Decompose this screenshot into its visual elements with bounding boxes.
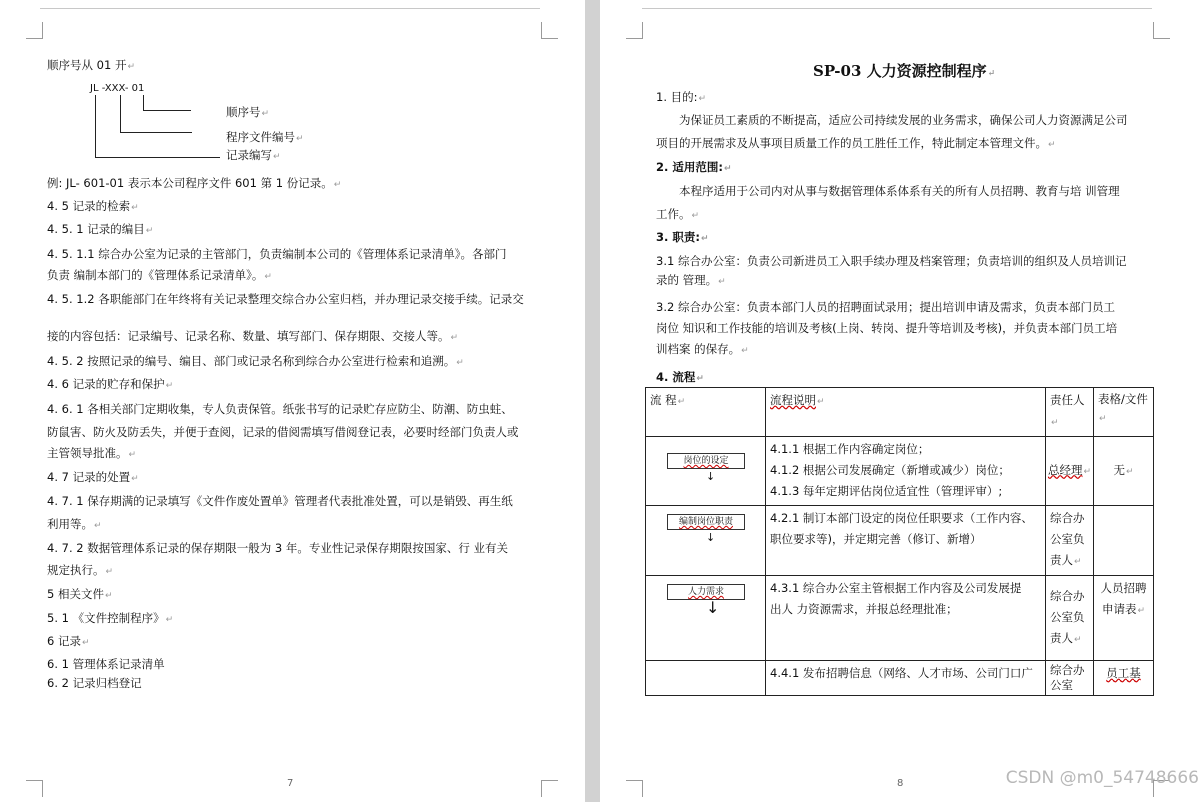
left-line: 负责 编制本部门的《管理体系记录清单》。↵ (47, 268, 272, 282)
left-line: 规定执行。↵ (47, 563, 114, 577)
left-line: 6. 1 管理体系记录清单 (47, 657, 165, 671)
flow-cell (646, 437, 766, 506)
table-header: 表格/文件↵ (1094, 388, 1154, 437)
page-number: 7 (287, 778, 294, 789)
left-line: 4. 5. 1.1 综合办公室为记录的主管部门，负责编制本公司的《管理体系记录清单》。各部门 (47, 247, 507, 261)
code-label: 顺序号↵ (226, 105, 270, 119)
owner-cell: 综合办公室 (1046, 661, 1094, 696)
header-line (642, 8, 1152, 9)
tree-line (143, 95, 144, 110)
left-line: 4. 6. 1 各相关部门定期收集，专人负责保管。纸张书写的记录贮存应防尘、防潮、防虫蛀、 (47, 402, 513, 416)
flow-box: 岗位的设定 (667, 453, 745, 469)
table-row (646, 576, 1154, 661)
crop-mark (626, 780, 643, 797)
left-line: 主管领导批准。↵ (47, 446, 137, 460)
section-body: 为保证员工素质的不断提高，适应公司持续发展的业务需求，确保公司人力资源满足公司 (679, 113, 1128, 127)
tree-line (143, 110, 191, 111)
owner-cell: 综合办公室负责人↵ (1046, 506, 1094, 576)
left-line: 4. 5. 1 记录的编目↵ (47, 222, 154, 236)
form-cell: 员工基 (1094, 661, 1154, 696)
section-heading: 3. 职责:↵ (656, 230, 709, 244)
table-row (646, 506, 1154, 576)
left-line: 利用等。↵ (47, 517, 102, 531)
left-line: 例: JL- 601-01 表示本公司程序文件 601 第 1 份记录。↵ (47, 176, 342, 190)
watermark: CSDN @m0_54748666 (1005, 768, 1199, 788)
section-heading: 2. 适用范围:↵ (656, 160, 732, 174)
tree-line (95, 157, 220, 158)
owner-cell: 总经理↵ (1046, 437, 1094, 506)
crop-mark (626, 22, 643, 39)
header-line (40, 8, 540, 9)
section-body: 项目的开展需求及从事项目质量工作的员工胜任工作，特此制定本管理文件。↵ (656, 136, 1056, 150)
duty-line: 3.2 综合办公室：负责本部门人员的招聘面试录用；提出培训申请及需求，负责本部门员工 (656, 300, 1115, 314)
crop-mark (541, 22, 558, 39)
table-header: 流 程↵ (646, 388, 766, 437)
code-label: 记录编写↵ (226, 148, 281, 162)
arrow-down-icon: ↓ (706, 598, 720, 617)
tree-line (120, 132, 192, 133)
arrow-down-icon: ↓ (706, 470, 716, 483)
record-code: JL -XXX- 01 (90, 83, 145, 94)
page-gutter (585, 0, 600, 802)
table-header: 责任人↵ (1046, 388, 1094, 437)
table-header: 流程说明↵ (766, 388, 1046, 437)
crop-mark (541, 780, 558, 797)
left-line: 4. 7 记录的处置↵ (47, 470, 139, 484)
section-body: 本程序适用于公司内对从事与数据管理体系体系有关的所有人员招聘、教育与培 训管理 (679, 184, 1120, 198)
left-line: 接的内容包括：记录编号、记录名称、数量、填写部门、保存期限、交接人等。↵ (47, 329, 459, 343)
left-line: 5. 1 《文件控制程序》↵ (47, 611, 174, 625)
flow-cell (646, 576, 766, 661)
flow-cell (646, 661, 766, 696)
section-heading: 1. 目的:↵ (656, 90, 707, 104)
left-line: 6 记录↵ (47, 634, 90, 648)
desc-cell: 4.4.1 发布招聘信息（网络、人才市场、公司门口广 (766, 661, 1046, 696)
tree-line (95, 95, 96, 157)
duty-line: 岗位 知识和工作技能的培训及考核(上岗、转岗、提升等培训及考核)，并负责本部门员工培 (656, 321, 1118, 335)
left-line: 6. 2 记录归档登记 (47, 676, 142, 690)
left-line: 4. 5 记录的检索↵ (47, 199, 139, 213)
form-cell (1094, 506, 1154, 576)
table-row (646, 437, 1154, 506)
left-line: 4. 6 记录的贮存和保护↵ (47, 377, 174, 391)
duty-line: 录的 管理。↵ (656, 273, 726, 287)
page-number: 8 (897, 778, 904, 789)
left-line: 4. 7. 2 数据管理体系记录的保存期限一般为 3 年。专业性记录保存期限按国家、行 业有关 (47, 541, 509, 555)
left-line: 5 相关文件↵ (47, 587, 113, 601)
crop-mark (26, 22, 43, 39)
section-body: 工作。↵ (656, 207, 700, 221)
flow-cell (646, 506, 766, 576)
table-row (646, 661, 1154, 696)
desc-cell: 4.1.1 根据工作内容确定岗位； 4.1.2 根据公司发展确定（新增或减少）岗位； 4.1.3 每年定期评估岗位适宜性（管理评审）; (766, 437, 1046, 506)
page-title: SP-03 人力资源控制程序↵ (813, 62, 996, 80)
desc-cell: 4.3.1 综合办公室主管根据工作内容及公司发展提 出人 力资源需求，并报总经理批准； (766, 576, 1046, 661)
crop-mark (1153, 22, 1170, 39)
arrow-down-icon: ↓ (706, 531, 716, 544)
left-line: 防鼠害、防火及防丢失，并便于查阅，记录的借阅需填写借阅登记表，必要时经部门负责人或 (47, 425, 519, 439)
crop-mark (26, 780, 43, 797)
duty-line: 训档案 的保存。↵ (656, 342, 749, 356)
left-line: 4. 7. 1 保存期满的记录填写《文件作废处置单》管理者代表批准处置，可以是销毁、再生纸 (47, 494, 513, 508)
duty-line: 3.1 综合办公室：负责公司新进员工入职手续办理及档案管理；负责培训的组织及人员培训记 (656, 254, 1127, 268)
left-line: 4. 5. 1.2 各职能部门在年终将有关记录整理交综合办公室归档，并办理记录交接手续。记录交 (47, 292, 524, 306)
form-cell: 无↵ (1094, 437, 1154, 506)
flow-box: 人力需求 (667, 584, 745, 600)
desc-cell: 4.2.1 制订本部门设定的岗位任职要求（工作内容、 职位要求等)，并定期完善（修订、新增） (766, 506, 1046, 576)
flow-heading: 4. 流程↵ (656, 370, 704, 384)
table-header-row (646, 388, 1154, 437)
flow-box: 编制岗位职责 (667, 514, 745, 530)
code-label: 程序文件编号↵ (226, 130, 304, 144)
left-line: 4. 5. 2 按照记录的编号、编目、部门或记录名称到综合办公室进行检索和追溯。↵ (47, 354, 464, 368)
process-table (645, 387, 1154, 696)
tree-line (120, 95, 121, 132)
form-cell: 人员招聘申请表↵ (1094, 576, 1154, 661)
owner-cell: 综合办公室负责人↵ (1046, 576, 1094, 661)
left-line: 顺序号从 01 开↵ (47, 58, 135, 72)
